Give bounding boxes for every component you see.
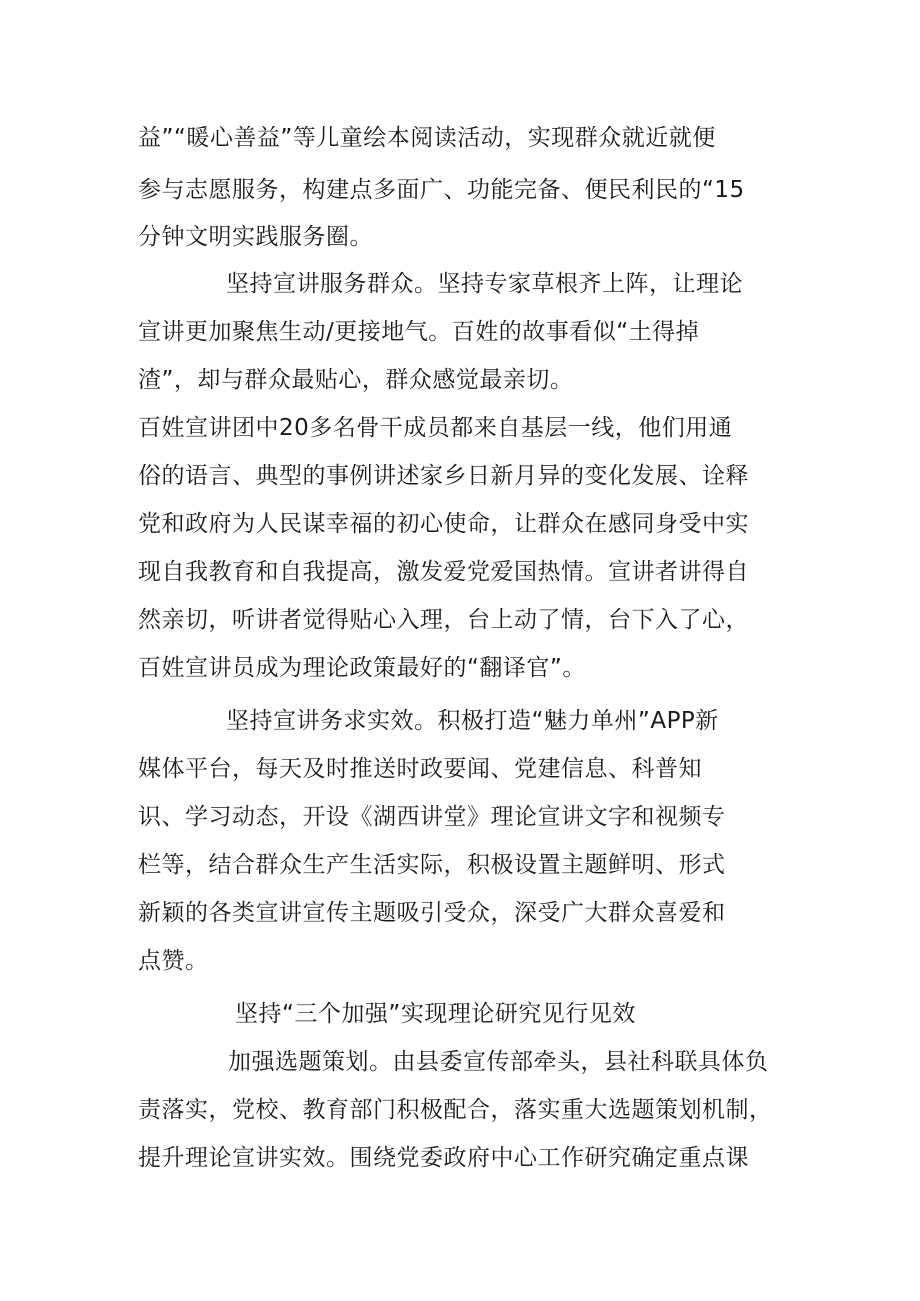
paragraph-line: 益”“暖心善益”等儿童绘本阅读活动，实现群众就近就便 <box>138 125 716 151</box>
paragraph-line: 点赞。 <box>138 948 209 974</box>
paragraph-line: 参与志愿服务，构建点多面广、功能完备、便民利民的“15 <box>138 177 745 203</box>
paragraph-line: 提升理论宣讲实效。围绕党委政府中心工作研究确定重点课 <box>138 1145 749 1171</box>
paragraph-line: 百姓宣讲员成为理论政策最好的“翻译官”。 <box>138 655 586 681</box>
section-heading: 坚持“三个加强”实现理论研究见行见效 <box>235 1001 636 1027</box>
paragraph-line: 现自我教育和自我提高，激发爱党爱国热情。宣讲者讲得自 <box>138 559 749 585</box>
paragraph-line: 栏等，结合群众生产生活实际，积极设置主题鲜明、形式 <box>138 852 726 878</box>
paragraph-line: 宣讲更加聚焦生动/更接地气。百姓的故事看似“土得掉 <box>138 319 700 345</box>
paragraph-line: 坚持宣讲服务群众。坚持专家草根齐上阵，让理论 <box>226 271 743 297</box>
paragraph-line: 识、学习动态，开设《湖西讲堂》理论宣讲文字和视频专 <box>138 804 726 830</box>
paragraph-line: 百姓宣讲团中20多名骨干成员都来自基层一线，他们用通 <box>138 415 733 441</box>
paragraph-line: 党和政府为人民谋幸福的初心使命，让群众在感同身受中实 <box>138 511 749 537</box>
paragraph-line: 责落实，党校、教育部门积极配合，落实重大选题策划机制， <box>138 1097 773 1123</box>
paragraph-line: 坚持宣讲务求实效。积极打造“魅力单州”APP新 <box>226 708 719 734</box>
paragraph-line: 媒体平台，每天及时推送时政要闻、党建信息、科普知 <box>138 756 702 782</box>
paragraph-line: 新颖的各类宣讲宣传主题吸引受众，深受广大群众喜爱和 <box>138 900 726 926</box>
paragraph-line: 渣”，却与群众最贴心，群众感觉最亲切。 <box>138 367 574 393</box>
paragraph-line: 俗的语言、典型的事例讲述家乡日新月异的变化发展、诠释 <box>138 463 749 489</box>
paragraph-line: 然亲切，听讲者觉得贴心入理，台上动了情，台下入了心， <box>138 607 749 633</box>
paragraph-line: 分钟文明实践服务圈。 <box>138 224 373 250</box>
paragraph-line: 加强选题策划。由县委宣传部牵头，县社科联具体负 <box>228 1049 769 1075</box>
